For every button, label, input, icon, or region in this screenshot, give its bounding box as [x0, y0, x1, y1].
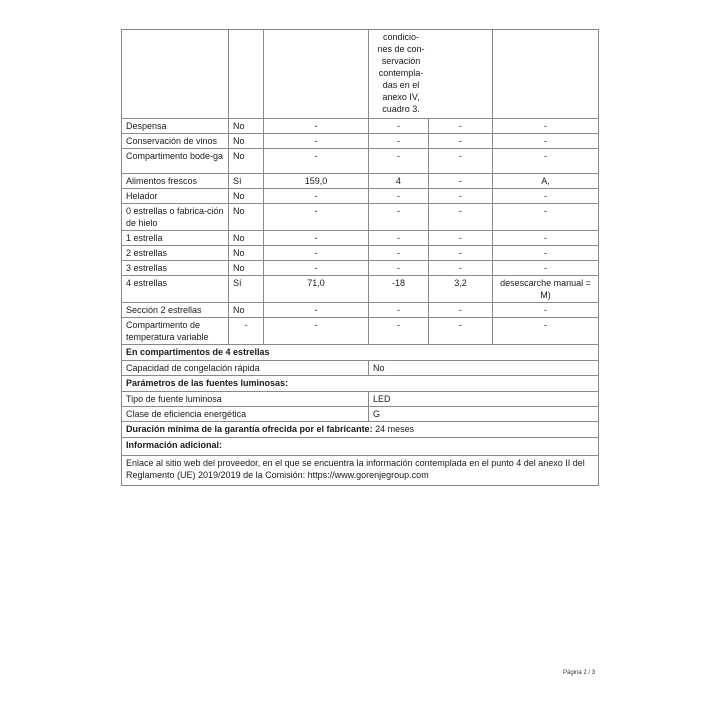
compartment-temperature: -: [369, 204, 429, 231]
fast-freeze-value: No: [369, 361, 599, 376]
compartment-present: -: [229, 318, 264, 345]
compartment-energy: -: [429, 318, 493, 345]
compartment-energy: -: [429, 231, 493, 246]
compartment-present: No: [229, 246, 264, 261]
compartment-energy: -: [429, 119, 493, 134]
light-class-value: G: [369, 407, 599, 422]
compartment-defrost: desescarche manual = M): [493, 276, 599, 303]
compartment-row: [122, 246, 599, 261]
compartment-name: 0 estrellas o fabrica-ción de hielo: [122, 204, 229, 231]
compartment-temperature: -18: [369, 276, 429, 303]
compartment-energy: -: [429, 246, 493, 261]
compartment-name: Despensa: [122, 119, 229, 134]
compartment-present: No: [229, 189, 264, 204]
fast-freeze-row: [122, 361, 599, 376]
compartment-name: Sección 2 estrellas: [122, 303, 229, 318]
compartment-temperature: 4: [369, 174, 429, 189]
warranty-row: [122, 422, 599, 438]
compartment-temperature: -: [369, 318, 429, 345]
compartment-temperature: -: [369, 149, 429, 174]
compartment-defrost: -: [493, 231, 599, 246]
compartment-present: No: [229, 134, 264, 149]
compartment-volume: -: [264, 149, 369, 174]
light-heading-row: [122, 376, 599, 392]
compartment-temperature: -: [369, 189, 429, 204]
compartment-energy: -: [429, 204, 493, 231]
compartment-temperature: -: [369, 246, 429, 261]
light-type-row: [122, 392, 599, 407]
compartment-volume: 159,0: [264, 174, 369, 189]
compartment-volume: -: [264, 204, 369, 231]
compartment-name: Compartimento bode-ga: [122, 149, 229, 174]
compartment-defrost: -: [493, 246, 599, 261]
additional-text: Enlace al sitio web del proveedor, en el que se encuentra la información contemplada en el punto 4 del anexo II del Reglamento (UE) 2019/2019 de la Comisión:: [126, 458, 585, 480]
header-continuation-row: [122, 30, 599, 119]
additional-heading-row: [122, 438, 599, 456]
compartment-temperature: -: [369, 134, 429, 149]
compartment-name: 3 estrellas: [122, 261, 229, 276]
compartment-defrost: -: [493, 189, 599, 204]
compartment-volume: -: [264, 134, 369, 149]
compartment-row: [122, 119, 599, 134]
compartment-present: No: [229, 149, 264, 174]
compartment-present: Sí: [229, 276, 264, 303]
compartment-energy: -: [429, 303, 493, 318]
compartment-name: Conservación de vinos: [122, 134, 229, 149]
compartment-volume: -: [264, 246, 369, 261]
compartment-volume: -: [264, 189, 369, 204]
warranty-cell: [122, 422, 599, 438]
compartment-energy: -: [429, 134, 493, 149]
compartment-row: [122, 134, 599, 149]
compartment-defrost: -: [493, 303, 599, 318]
compartment-energy: -: [429, 149, 493, 174]
compartment-volume: -: [264, 261, 369, 276]
compartment-defrost: -: [493, 119, 599, 134]
compartment-defrost: A,: [493, 174, 599, 189]
compartment-row: [122, 204, 599, 231]
spec-table: [121, 29, 599, 486]
compartment-energy: 3,2: [429, 276, 493, 303]
compartment-name: 2 estrellas: [122, 246, 229, 261]
compartment-present: No: [229, 303, 264, 318]
compartment-name: Alimentos frescos: [122, 174, 229, 189]
supplier-link[interactable]: https://www.gorenjegroup.com: [307, 470, 429, 480]
compartment-temperature: -: [369, 231, 429, 246]
compartment-row: [122, 189, 599, 204]
compartment-row: [122, 174, 599, 189]
fast-freeze-label: Capacidad de congelación rápida: [122, 361, 369, 376]
compartment-row: [122, 276, 599, 303]
light-type-value: LED: [369, 392, 599, 407]
additional-heading: Información adicional:: [122, 438, 599, 456]
compartment-volume: -: [264, 318, 369, 345]
warranty-label: Duración mínima de la garantía ofrecida por el fabricante:: [126, 424, 373, 434]
page-number: Página 2 / 3: [563, 670, 596, 676]
compartment-defrost: -: [493, 204, 599, 231]
compartment-name: Compartimento de temperatura variable: [122, 318, 229, 345]
compartment-name: Helador: [122, 189, 229, 204]
conservation-conditions-cell: condicio- nes de con- servación contempla- das en el anexo IV, cuadro 3.: [369, 30, 493, 119]
compartment-name: 4 estrellas: [122, 276, 229, 303]
compartment-volume: -: [264, 231, 369, 246]
compartment-row: [122, 318, 599, 345]
compartment-row: [122, 231, 599, 246]
compartment-energy: -: [429, 189, 493, 204]
additional-info-row: [122, 456, 599, 486]
compartment-present: Sí: [229, 174, 264, 189]
light-heading: Parámetros de las fuentes luminosas:: [122, 376, 599, 392]
light-type-label: Tipo de fuente luminosa: [122, 392, 369, 407]
compartment-present: No: [229, 231, 264, 246]
compartment-row: [122, 303, 599, 318]
four-star-heading: En compartimentos de 4 estrellas: [122, 345, 599, 361]
compartment-energy: -: [429, 261, 493, 276]
light-class-label: Clase de eficiencia energética: [122, 407, 369, 422]
compartment-energy: -: [429, 174, 493, 189]
compartment-defrost: -: [493, 149, 599, 174]
compartment-row: [122, 149, 599, 174]
compartment-defrost: -: [493, 318, 599, 345]
light-class-row: [122, 407, 599, 422]
additional-info-cell: [122, 456, 599, 486]
compartment-volume: 71,0: [264, 276, 369, 303]
compartment-present: No: [229, 119, 264, 134]
compartment-temperature: -: [369, 303, 429, 318]
compartment-present: No: [229, 261, 264, 276]
compartment-volume: -: [264, 119, 369, 134]
compartment-row: [122, 261, 599, 276]
compartment-present: No: [229, 204, 264, 231]
compartment-temperature: -: [369, 261, 429, 276]
compartment-name: 1 estrella: [122, 231, 229, 246]
compartment-defrost: -: [493, 134, 599, 149]
compartment-volume: -: [264, 303, 369, 318]
compartment-defrost: -: [493, 261, 599, 276]
warranty-value: 24 meses: [375, 424, 415, 434]
compartment-temperature: -: [369, 119, 429, 134]
four-star-heading-row: [122, 345, 599, 361]
